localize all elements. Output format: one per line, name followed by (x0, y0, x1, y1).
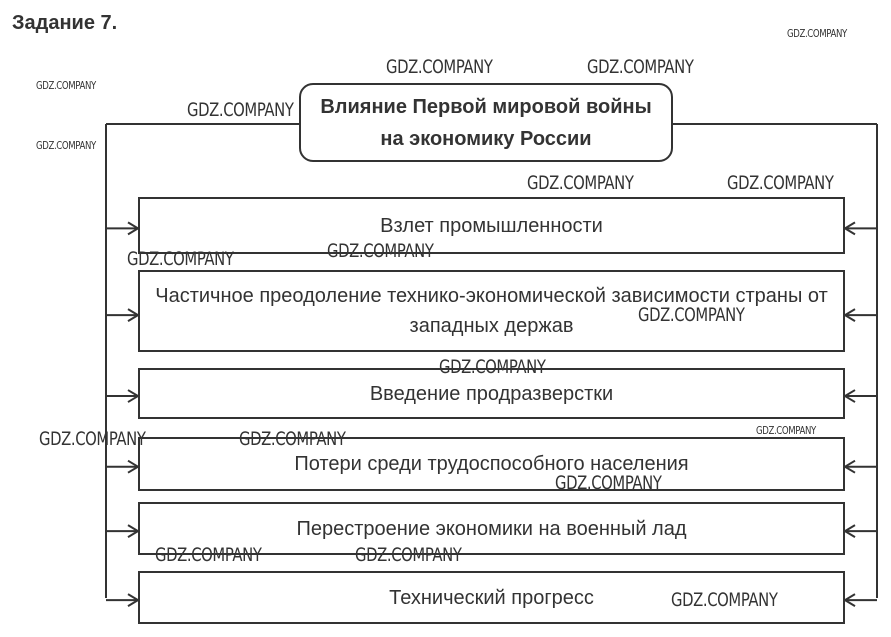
watermark: GDZ.COMPANY (327, 240, 434, 262)
watermark: GDZ.COMPANY (239, 428, 346, 450)
effect-label: Взлет промышленности (380, 214, 603, 237)
effect-label: Перестроение экономики на военный лад (296, 517, 687, 540)
effect-label: Введение продразверстки (369, 382, 614, 405)
watermark: GDZ.COMPANY (787, 27, 847, 40)
task-title: Задание 7. (12, 12, 118, 34)
watermark: GDZ.COMPANY (155, 544, 262, 566)
watermark: GDZ.COMPANY (187, 99, 294, 121)
central-concept-box (299, 83, 673, 162)
watermark: GDZ.COMPANY (36, 139, 96, 152)
watermark: GDZ.COMPANY (127, 248, 234, 270)
watermark: GDZ.COMPANY (527, 172, 634, 194)
watermark: GDZ.COMPANY (39, 428, 146, 450)
watermark: GDZ.COMPANY (386, 56, 493, 78)
watermark: GDZ.COMPANY (36, 79, 96, 92)
effect-box-industry-rise (138, 197, 845, 254)
effect-label: Частичное преодоление технико-экономической зависимости страны от западных держав (155, 285, 828, 337)
watermark: GDZ.COMPANY (727, 172, 834, 194)
central-concept-label: Влияние Первой мировой войны на экономику России (320, 95, 652, 150)
watermark: GDZ.COMPANY (756, 424, 816, 437)
effect-label: Потери среди трудоспособного населения (294, 453, 689, 475)
watermark: GDZ.COMPANY (355, 544, 462, 566)
watermark: GDZ.COMPANY (671, 589, 778, 611)
watermark: GDZ.COMPANY (555, 472, 662, 494)
watermark: GDZ.COMPANY (439, 356, 546, 378)
watermark: GDZ.COMPANY (638, 304, 745, 326)
watermark: GDZ.COMPANY (587, 56, 694, 78)
effect-label: Технический прогресс (389, 586, 594, 609)
